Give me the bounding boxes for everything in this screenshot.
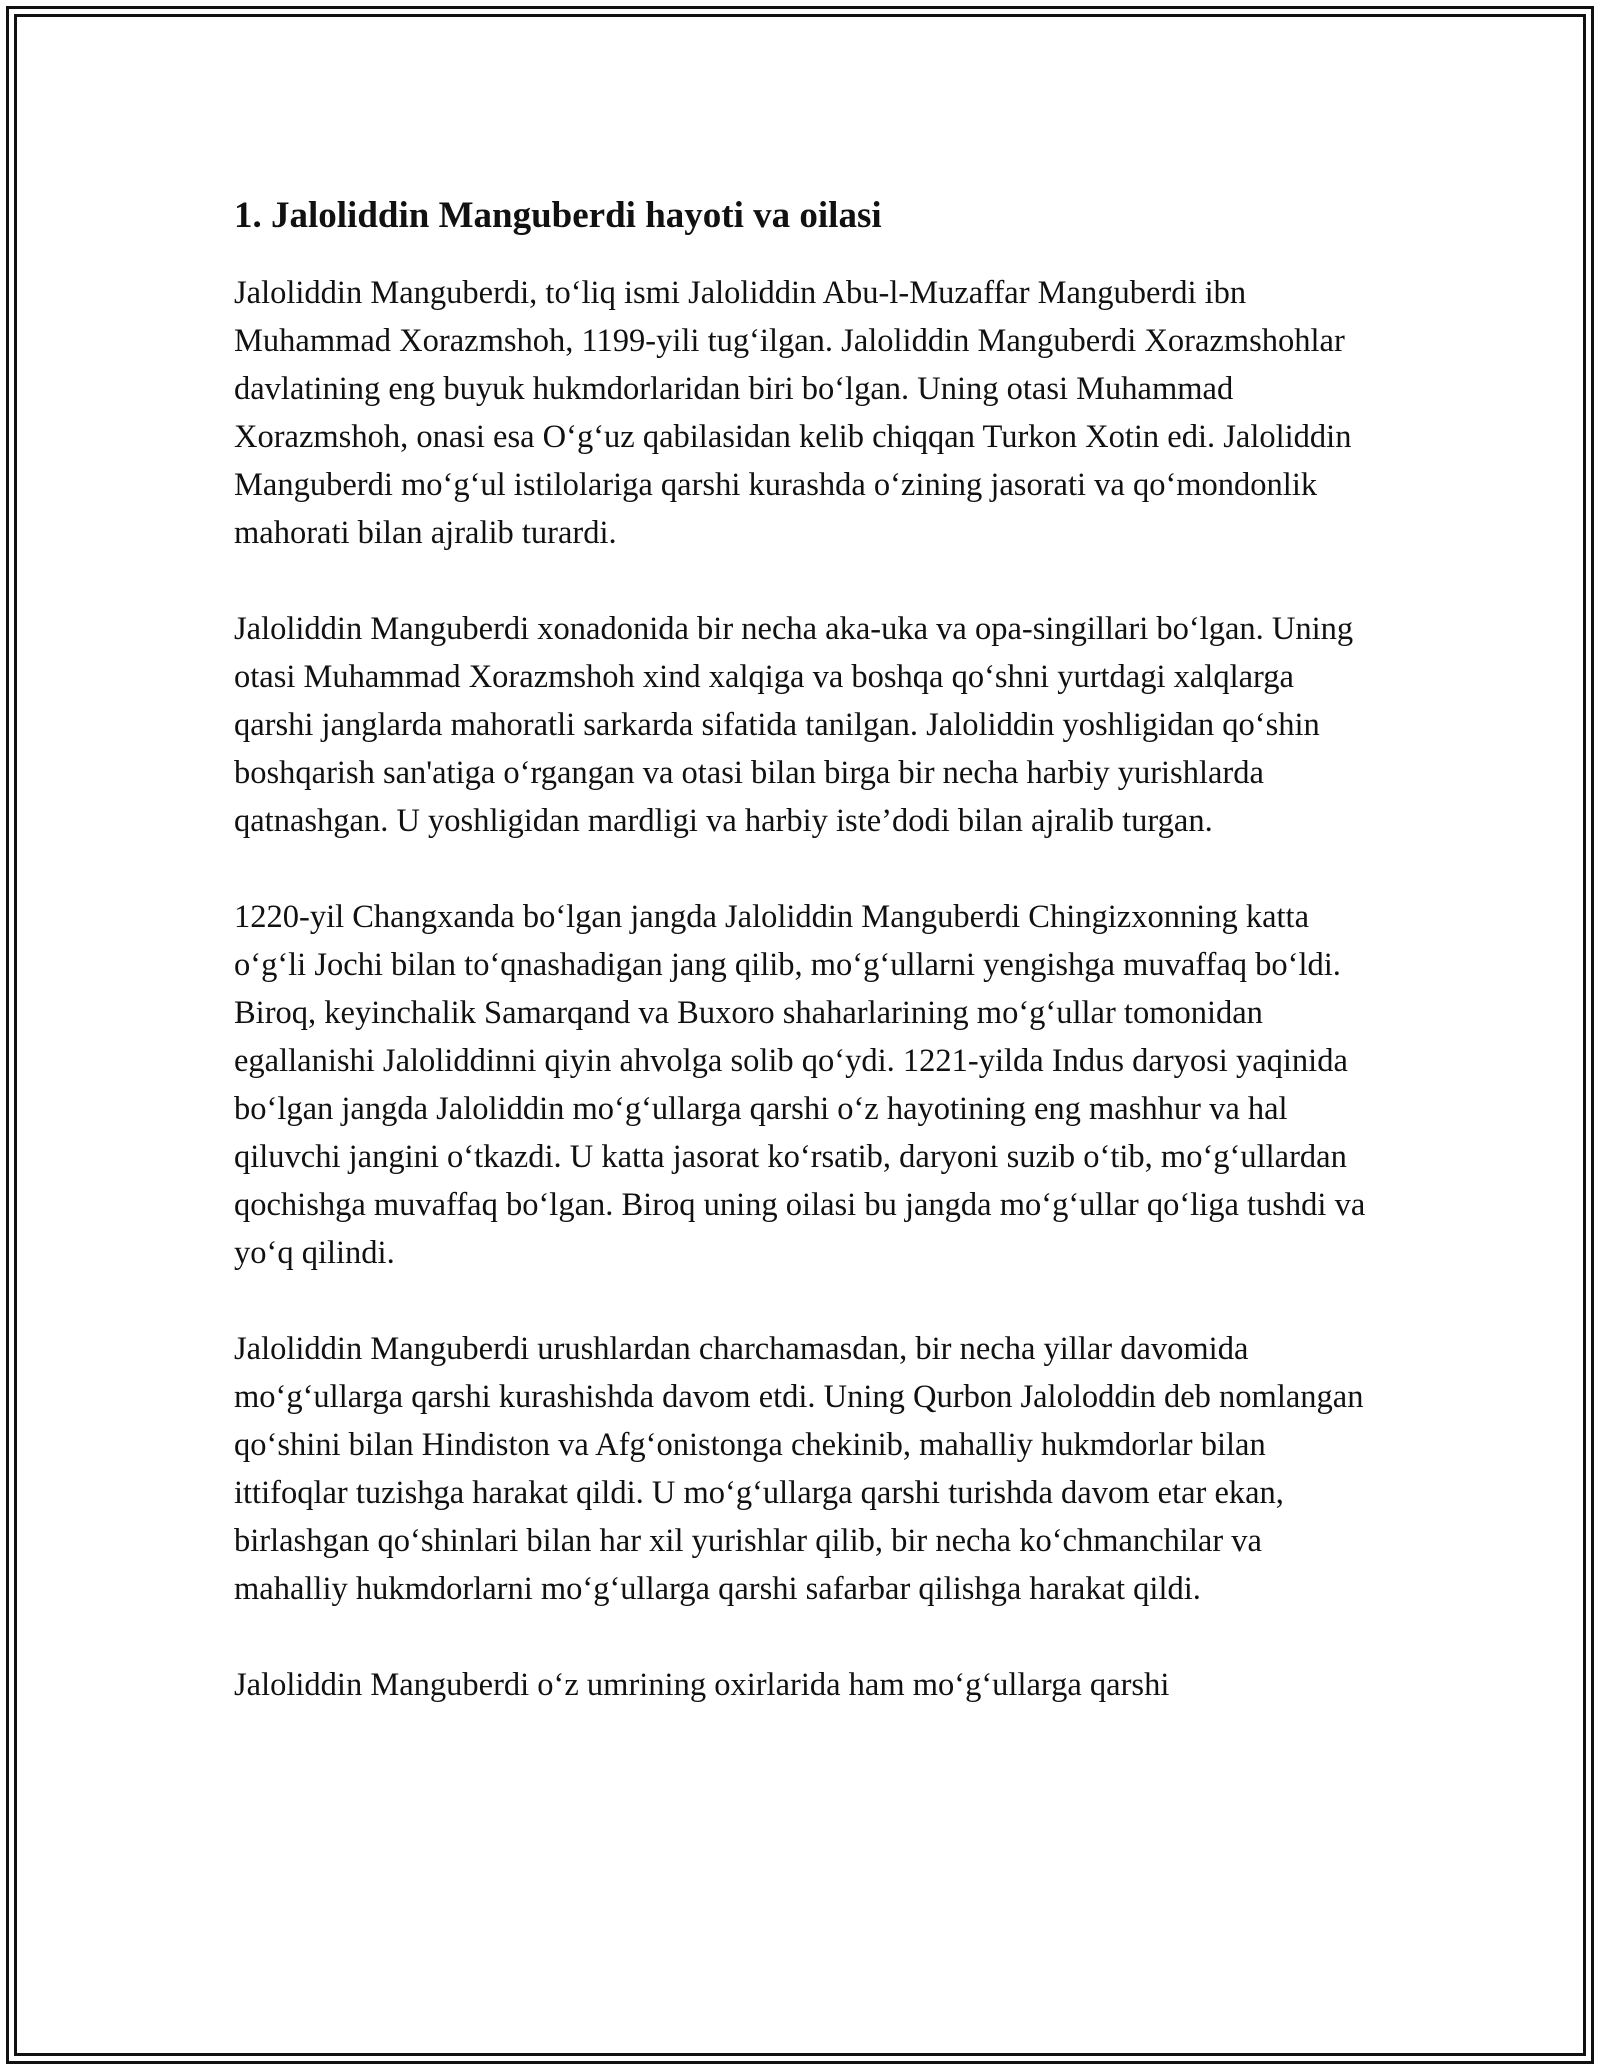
paragraph-5: Jaloliddin Manguberdi o‘z umrining oxirlarida ham mo‘g‘ullarga qarshi	[234, 1667, 1170, 1703]
paragraph-3: 1220-yil Changxanda bo‘lgan jangda Jaloliddin Manguberdi Chingizxonning katta o‘g‘li Jochi bilan to‘qnashadigan jang qilib, mo‘g‘ullarni yengishga muvaffaq bo‘ldi. Biroq, keyinchalik Samarqand va Buxoro shaharlarining mo‘g‘ullar tomonidan egallanishi Jaloliddinni qiyin ahvolga solib qo‘ydi. 1221-yilda Indus daryosi yaqinida bo‘lgan jangda Jaloliddin mo‘g‘ullarga qarshi o‘z hayotining eng mashhur va hal qiluvchi jangini o‘tkazdi. U katta jasorat ko‘rsatib, daryoni suzib o‘tib, mo‘g‘ullardan qochishga muvaffaq bo‘lgan. Biroq uning oilasi bu jangda mo‘g‘ullar qo‘liga tushdi va yo‘q qilindi.	[234, 899, 1366, 1271]
paragraph-2: Jaloliddin Manguberdi xonadonida bir necha aka-uka va opa-singillari bo‘lgan. Uning otasi Muhammad Xorazmshoh xind xalqiga va boshqa qo‘shni yurtdagi xalqlarga qarshi janglarda mahoratli sarkarda sifatida tanilgan. Jaloliddin yoshligidan qo‘shin boshqarish san'atiga o‘rgangan va otasi bilan birga bir necha harbiy yurishlarda qatnashgan. U yoshligidan mardligi va harbiy iste’dodi bilan ajralib turgan.	[234, 611, 1354, 839]
paragraph-4: Jaloliddin Manguberdi urushlardan charchamasdan, bir necha yillar davomida mo‘g‘ullarga qarshi kurashishda davom etdi. Uning Qurbon Jaloloddin deb nomlangan qo‘shini bilan Hindiston va Afg‘onistonga chekinib, mahalliy hukmdorlar bilan ittifoqlar tuzishga harakat qildi. U mo‘g‘ullarga qarshi turishda davom etar ekan, birlashgan qo‘shinlari bilan har xil yurishlar qilib, bir necha ko‘chmanchilar va mahalliy hukmdorlarni mo‘g‘ullarga qarshi safarbar qilishga harakat qildi.	[234, 1331, 1364, 1607]
section-heading: 1. Jaloliddin Manguberdi hayoti va oilasi	[234, 195, 882, 236]
document-body	[234, 183, 1374, 1757]
paragraph-1: Jaloliddin Manguberdi, to‘liq ismi Jaloliddin Abu-l-Muzaffar Manguberdi ibn Muhammad Xorazmshoh, 1199-yili tug‘ilgan. Jaloliddin Manguberdi Xorazmshohlar davlatining eng buyuk hukmdorlaridan biri bo‘lgan. Uning otasi Muhammad Xorazmshoh, onasi esa O‘g‘uz qabilasidan kelib chiqqan Turkon Xotin edi. Jaloliddin Manguberdi mo‘g‘ul istilolariga qarshi kurashda o‘zining jasorati va qo‘mondonlik mahorati bilan ajralib turardi.	[234, 275, 1352, 551]
